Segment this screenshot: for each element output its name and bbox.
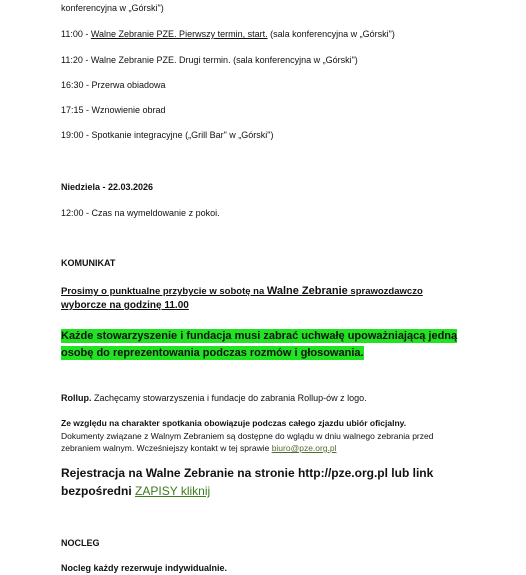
attire-notice: Ze względu na charakter spotkania obowiązuje podczas całego zjazdu ubiór oficjalny. (61, 418, 407, 428)
registration-line-1: Rejestracja na Walne Zebranie na stronie http://pze.org.pl lub link (61, 466, 434, 480)
rollup-line (61, 393, 367, 404)
sunday-heading: Niedziela - 22.03.2026 (61, 182, 154, 192)
schedule-item-1120: 11:20 - Walne Zebranie PZE. Drugi termin. (sala konferencyjna w „Górski") (61, 55, 358, 65)
registration-link[interactable]: ZAPISY kliknij (135, 484, 211, 498)
schedule-fragment: konferencyjna w „Górski") (61, 3, 164, 13)
schedule-item-1715: 17:15 - Wznowienie obrad (61, 105, 166, 115)
registration-text: bezpośredni (61, 484, 136, 498)
schedule-room: (sala konferencyjna w „Górski") (267, 29, 395, 39)
schedule-item-1100 (61, 29, 395, 40)
komunikat-heading: KOMUNIKAT (61, 258, 116, 268)
registration-line-2 (61, 484, 210, 498)
punctual-notice-line2: wyborcze na godzinę 11.00 (61, 300, 189, 311)
docs-line-2 (61, 443, 337, 453)
highlight-text-1: Każde stowarzyszenie i fundacja musi zabrać uchwałę upoważniającą jedną (61, 330, 458, 342)
schedule-event-underlined: Walne Zebranie PZE. Pierwszy termin, start. (90, 29, 268, 39)
highlight-line-2 (61, 342, 364, 361)
schedule-item-1900: 19:00 - Spotkanie integracyjne („Grill Bar" w „Górski") (61, 130, 274, 140)
schedule-item-1630: 16:30 - Przerwa obiadowa (61, 80, 166, 90)
schedule-time: 11:00 - (61, 29, 91, 39)
email-link[interactable]: biuro@pze.org.pl (271, 443, 337, 453)
nocleg-text: Nocleg każdy rezerwuje indywidualnie. (61, 563, 228, 573)
punctual-text-end: sprawozdawczo (347, 286, 423, 297)
highlight-text-2: osobę do reprezentowania podczas rozmów i głosowania. (61, 347, 364, 359)
nocleg-heading: NOCLEG (61, 538, 100, 548)
rollup-text: Zachęcamy stowarzyszenia i fundacje do zabrania Rollup-ów z logo. (91, 393, 367, 403)
punctual-notice (61, 285, 423, 298)
docs-line-1: Dokumenty związane z Walnym Zebraniem są dostępne do wglądu w dniu walnego zebrania przed (61, 431, 434, 441)
punctual-emphasis: Walne Zebranie (266, 285, 348, 297)
punctual-text: Prosimy o punktualne przybycie w sobotę na (61, 286, 267, 297)
rollup-label: Rollup. (61, 393, 92, 403)
docs-text: zebraniem walnym. Wcześniejszy kontakt w tej sprawie (61, 443, 272, 453)
sunday-item-1200: 12:00 - Czas na wymeldowanie z pokoi. (61, 208, 220, 218)
